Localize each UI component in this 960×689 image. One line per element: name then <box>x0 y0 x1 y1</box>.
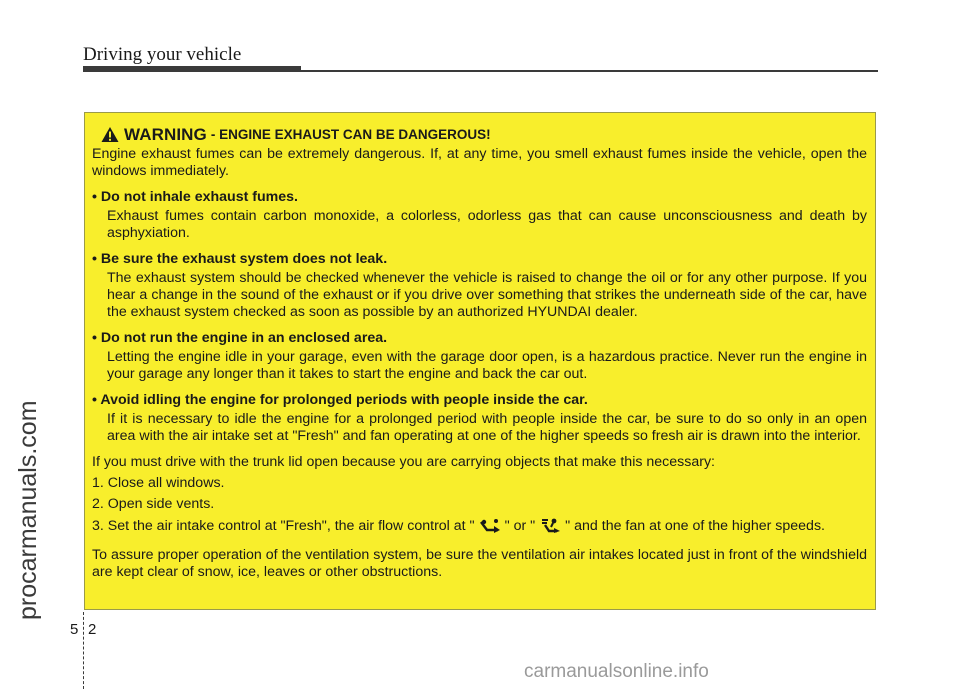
page-number-divider <box>83 612 84 689</box>
warning-box <box>84 112 876 610</box>
bullet-body: If it is necessary to idle the engine for a prolonged period with people inside the car, be sure to do so only in an open area with the air intake set at "Fresh" and fan operating at one of the higher speeds so fresh air is drawn into the interior. <box>107 411 867 444</box>
airflow-floor-icon <box>479 519 501 538</box>
closing-paragraph: To assure proper operation of the ventilation system, be sure the ventilation air intakes located just in front of the windshield are kept clear of snow, ice, leaves or other obstructions. <box>92 547 867 580</box>
trunk-intro: If you must drive with the trunk lid open because you are carrying objects that make this necessary: <box>92 454 715 470</box>
step-1: 1. Close all windows. <box>92 475 225 491</box>
section-number: 5 <box>70 621 79 638</box>
step-2: 2. Open side vents. <box>92 496 215 512</box>
page-number: 2 <box>88 621 97 638</box>
warning-intro: Engine exhaust fumes can be extremely dangerous. If, at any time, you smell exhaust fumes inside the vehicle, open the windows immediately. <box>92 146 867 179</box>
header-rule-thick <box>83 66 301 72</box>
bullet-title: • Do not inhale exhaust fumes. <box>92 189 298 205</box>
step-3-part-b: " or " <box>504 518 536 534</box>
airflow-floor-defrost-icon <box>539 517 561 538</box>
bullet-title: • Avoid idling the engine for prolonged periods with people inside the car. <box>92 392 588 408</box>
warning-heading <box>101 123 867 145</box>
bullet-body: The exhaust system should be checked whenever the vehicle is raised to change the oil or for any other purpose. If you hear a change in the sound of the exhaust or if you drive over something that strikes the underneath side of the car, have the exhaust system checked as soon as possible by an authorized HYUNDAI dealer. <box>107 270 867 320</box>
warning-subtitle: - ENGINE EXHAUST CAN BE DANGEROUS! <box>210 126 491 142</box>
warning-triangle-icon <box>101 126 119 143</box>
warning-label: WARNING <box>124 124 207 144</box>
step-3 <box>92 517 867 538</box>
bullet-body: Letting the engine idle in your garage, even with the garage door open, is a hazardous practice. Never run the engine in your garage any longer than it takes to start the engine and back the car out. <box>107 349 867 382</box>
header-rule-thin <box>301 70 878 72</box>
bullet-title: • Do not run the engine in an enclosed area. <box>92 330 388 346</box>
bullet-title: • Be sure the exhaust system does not leak. <box>92 251 388 267</box>
step-3-part-c: " and the fan at one of the higher speeds. <box>565 518 825 534</box>
page-header-title: Driving your vehicle <box>83 44 242 65</box>
bullet-body: Exhaust fumes contain carbon monoxide, a colorless, odorless gas that can cause unconsciousness and death by asphyxiation. <box>107 208 867 241</box>
side-watermark: procarmanuals.com <box>14 400 42 620</box>
step-3-part-a: 3. Set the air intake control at "Fresh", the air flow control at " <box>92 518 475 534</box>
bottom-watermark: carmanualsonline.info <box>524 661 709 682</box>
